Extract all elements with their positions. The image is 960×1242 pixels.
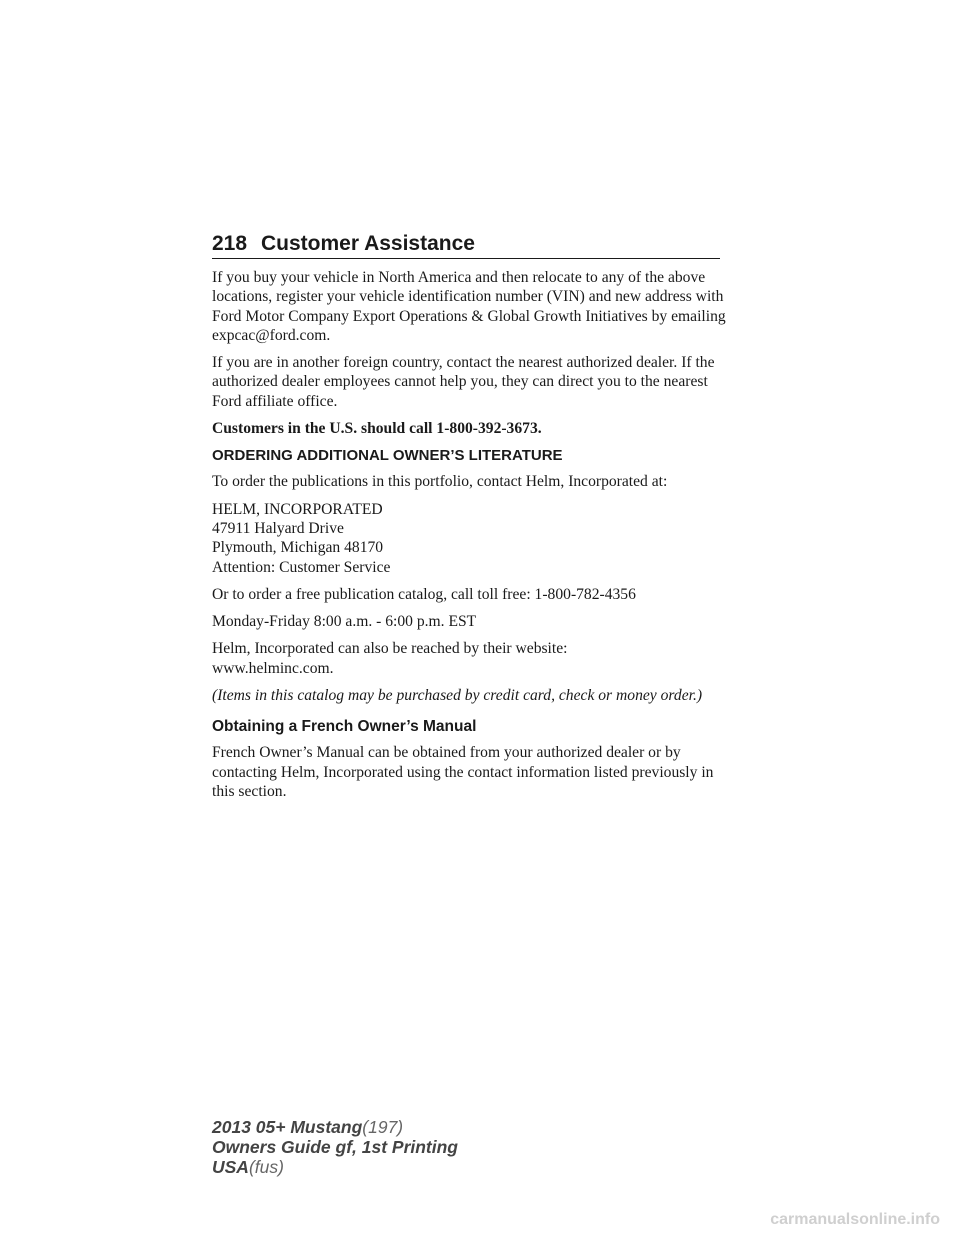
paragraph-payment-note: (Items in this catalog may be purchased by credit card, check or money order.) [212,687,703,705]
section-title: Customer Assistance [261,232,475,255]
footer-region: USA [212,1157,249,1177]
paragraph-website [212,639,732,678]
paragraph-relocation: If you buy your vehicle in North America and then relocate to any of the above locations, register your vehicle identification number (VIN) and new address with Ford Motor Company Export Operations & Global Growth Initiatives by emailing expcac@ford.com. [212,269,726,344]
footer-model: 2013 05+ Mustang [212,1117,363,1137]
paragraph-french-manual: French Owner’s Manual can be obtained from your authorized dealer or by contacting Helm, Incorporated using the contact information listed previously in this section. [212,744,714,800]
website-intro: Helm, Incorporated can also be reached by their website: [212,640,568,658]
paragraph-hours: Monday-Friday 8:00 a.m. - 6:00 p.m. EST [212,613,477,631]
paragraph-foreign-country: If you are in another foreign country, contact the nearest authorized dealer. If the authorized dealer employees cannot help you, they can direct you to the nearest Ford affiliate office. [212,354,715,410]
address-line: Attention: Customer Service [212,558,391,576]
page-footer [212,1117,458,1177]
page-header [212,230,720,260]
address-line: HELM, INCORPORATED [212,500,383,518]
footer-line-model [212,1117,458,1137]
heading-french-manual: Obtaining a French Owner’s Manual [212,718,477,736]
paragraph-order-publications: To order the publications in this portfolio, contact Helm, Incorporated at: [212,473,668,491]
heading-ordering-literature: ORDERING ADDITIONAL OWNER’S LITERATURE [212,447,563,465]
watermark: carmanualsonline.info [770,1211,940,1228]
footer-line-region [212,1157,458,1177]
paragraph-catalog-phone: Or to order a free publication catalog, call toll free: 1-800-782-4356 [212,585,636,603]
address-line: Plymouth, Michigan 48170 [212,539,384,557]
website-url: www.helminc.com. [212,659,334,677]
footer-model-code: (197) [362,1117,404,1137]
address-block [212,500,732,577]
paragraph-us-phone: Customers in the U.S. should call 1-800-392-3673. [212,420,542,438]
page-number: 218 [212,232,248,255]
footer-printing: Owners Guide gf, 1st Printing [212,1137,458,1157]
address-line: 47911 Halyard Drive [212,519,344,537]
footer-region-code: (fus) [248,1157,284,1177]
header-rule [212,258,720,259]
page-body [212,268,732,809]
